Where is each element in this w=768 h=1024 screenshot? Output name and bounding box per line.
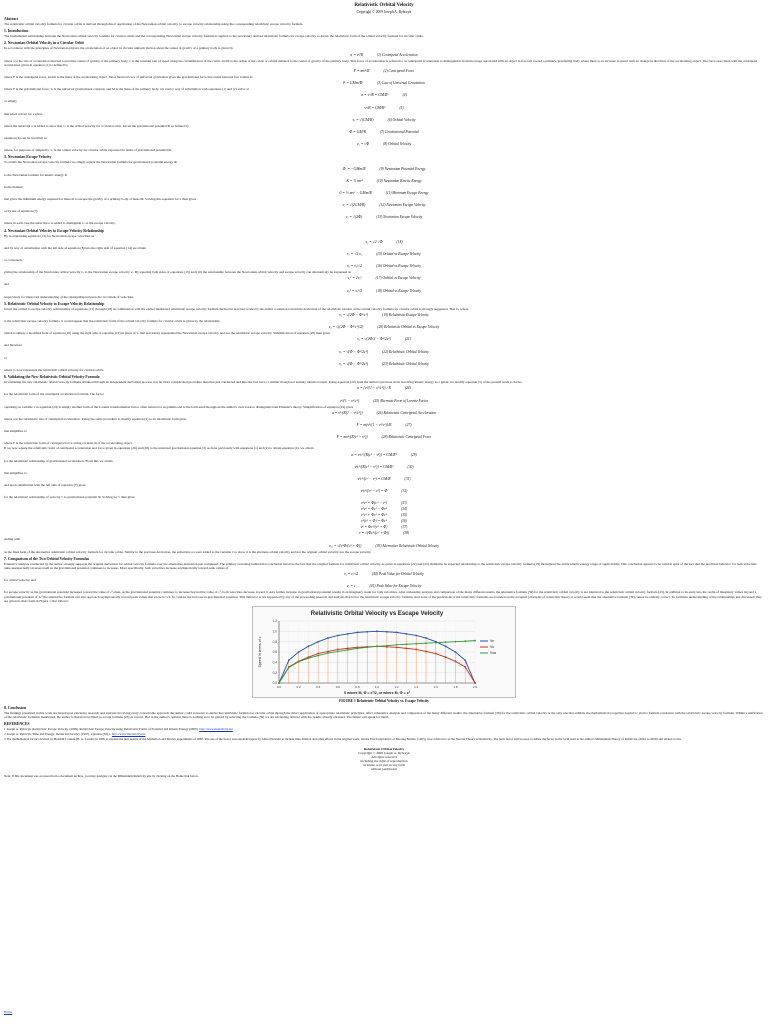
paragraph: In accordance with the principles of Newtonian physics the acceleration of an object in circular uniform motion about the center of gravity of a primary body is given by [4, 46, 233, 51]
paragraph: and upon substitution with the left side of equation (7) gives [4, 482, 86, 487]
equation-body: vₒ = vₑ/√2 [347, 264, 363, 269]
paragraph: where vₒ now represents the relativistic orbital velocity for circular orbits. [4, 367, 105, 372]
paragraph: that gives the minimum energy required for mass m to escape the gravity of a primary body of mass M. Solving this equation for v then gives [4, 197, 196, 202]
equation-body: vₑ = √2 √Φ [365, 239, 383, 244]
data-point-voa [317, 655, 319, 657]
equation [4, 399, 764, 403]
equation [4, 252, 764, 256]
footer-rights-3: in whole or in part in any form [363, 763, 405, 768]
equation [4, 362, 764, 366]
equation-body: vₑ = √(2GM/R) [342, 203, 366, 208]
equation-number: (38) [403, 531, 410, 536]
paragraph: and therefore [4, 343, 22, 348]
paragraph: as the final form of the alternative relativistic orbital velocity formula for circular orbits. Similar to the previous derivation, the subscripts oa were added to the variable v to show it is the alternate orbital velocity and not the original orbital velocity nor the escape velocity. [4, 549, 372, 554]
equation [4, 289, 764, 293]
paragraph: or conversely [4, 258, 23, 263]
equation [4, 167, 764, 171]
y-tick-label: 1.2 [272, 619, 277, 624]
equation-body: v²(c² + Φ) = Φc² [361, 519, 387, 524]
data-point-vo [445, 656, 447, 658]
section-heading: 5. Relativistic Orbital Velocity to Escape Velocity Relationship [4, 301, 105, 306]
equation [4, 203, 764, 207]
equation-number: (11) Minimum Escape Energy [385, 191, 429, 196]
equation-number: (32) [401, 489, 408, 494]
equation-number: (3) Law of Universal Gravitation [377, 81, 425, 86]
x-tick-label: 1.2 [394, 684, 399, 689]
data-point-voa [337, 651, 339, 653]
paragraph: where a is the rate of acceleration directed toward the center of gravity of the primary body, v is the constant rate of speed along the circumference of the circle, and R is the radius of the circle or orbital distance to the center of gravity of the primary body. This force of acceleration is referred to as centripetal acceleration to distinguish it from the usage associated with an object in free fall toward a primary, gravitating body where there is an increase in speed with no change in direction of the accelerating object. The force associated with the centripetal acceleration given in equation (1) is defined by [4, 58, 758, 67]
equation [4, 142, 764, 146]
equation-body: v²/(1 − v²/c²) [339, 398, 360, 403]
equation-number: (29) [410, 452, 417, 457]
equation-body: v²c²/(R(c² − v²)) = GM/R² [354, 464, 394, 469]
equation-body: a = v²c²/(R(c² − v²)) = GM/R² [351, 452, 397, 457]
data-point-voa [308, 657, 310, 659]
equation-body: vₑ² = 2vₒ² [347, 276, 362, 281]
equation [4, 215, 764, 219]
data-point-vo [337, 648, 339, 650]
equation-number: (9) Newtonian Potential Energy [379, 166, 426, 171]
equation [4, 453, 764, 457]
equation [4, 519, 764, 523]
data-point-vo [464, 666, 466, 668]
equation-body: vₑ = c [346, 584, 356, 589]
data-point-voa [298, 661, 300, 663]
paragraph: giving the relationship of the Newtonian orbital velocity vₒ to the Newtonian escape velocity vₑ. By squaring both sides of equations (15) and (16) the relationship between the Newtonian orbital velocity and escape velocity can alternatively be expressed as [4, 270, 351, 275]
data-point-voa [396, 644, 398, 646]
equation-number: (23) Relativistic Orbital Velocity [382, 361, 429, 366]
data-point-voa [474, 640, 476, 642]
data-point-vo [327, 651, 329, 653]
equation-body: vₒ = √(GM/R) [352, 117, 374, 122]
home-link[interactable]: Home [4, 1010, 13, 1014]
paragraph: where in each case the subscript e is added to distinguish vₑ as the escape velocity. [4, 221, 116, 226]
bottom-nav [4, 1010, 12, 1014]
equation-body: vₒ = √(Φ − Φ²/2c²) [339, 349, 369, 354]
data-point-voa [347, 649, 349, 651]
equation [4, 477, 764, 481]
data-point-voa [464, 640, 466, 642]
equation [4, 276, 764, 280]
equation [4, 544, 764, 548]
equation-number: (12) Newtonian Escape Velocity [379, 203, 426, 208]
x-tick-label: 1.0 [374, 684, 380, 689]
section-heading: 1. Introduction [4, 29, 29, 34]
x-tick-label: 1.6 [433, 684, 438, 689]
paragraph: and by way of substitution with the left side of equation (8) into the right side of equation (14) we obtain [4, 245, 147, 250]
paragraph: Given the orbital to escape velocity relationships of equations (15) through (18) in combination with the earlier mentioned relativistic escape velocity formula derived in previous works by the author a solution toward the derivation of the relativistic version of the orbital velocity formula for circular orbits is strongly suggested. That is, where [4, 306, 469, 311]
data-point-voa [425, 642, 427, 644]
paragraph: respectively for improved understanding of the relationship between the two kinds of velocities. [4, 294, 135, 299]
x-tick-label: 1.8 [453, 684, 458, 689]
data-point-voa [327, 652, 329, 654]
equation-number: (33) [400, 501, 407, 506]
data-point-vo [425, 651, 427, 653]
data-point-vo [435, 653, 437, 655]
equation-body: vₒ = c/√2 [344, 572, 359, 577]
equation-number: (20) Relativistic Orbital vs Escape Velocity [377, 325, 440, 330]
equation-body: F = m(v²/(1 − v²/c²))/R [356, 422, 392, 427]
equation-number: (5) [399, 105, 404, 110]
footer-rights-4: without permission [370, 767, 398, 772]
equation-number: (25) Alternate Form of Lorentz Factor [373, 398, 429, 403]
equation-number: (4) [402, 93, 407, 98]
archive-note: Note: If this document was accessed from a document archive, you may navigate via the Millennium Relativity site by clicking on the Home link below. [4, 774, 199, 779]
paragraph: for the relativistic relationship of velocity v to gravitational potential Φ. Solving for v then gives [4, 495, 135, 500]
equation-body: v²c²/(c² − v²) = GM/R [357, 476, 391, 481]
equation-number: (17) Orbital vs Escape Velocity [375, 276, 421, 281]
paragraph: In validating the new relativistic orbital velocity formula obtained through an independent derivation process it is far more complicated procedure than that just conducted and thus the fact led to a similar though not entirely identical result. Using equation (22) from the author's previous work involving kinetic energy as a guide, we modify equation (1) of the present work to derive [4, 380, 522, 385]
equation-number: (28) Relativistic Centripetal Force [381, 435, 432, 440]
equation [4, 325, 764, 329]
equation-body: v²c²/(c² − v²) = Φ [360, 489, 388, 494]
y-tick-label: 0.0 [272, 681, 277, 686]
paragraph: where the subscript o is added to show that vₒ is the orbital velocity for a circular orbit. Given the gravitational potential Φ as defined by [4, 123, 189, 128]
paragraph: where F is the centripetal force, and m is the mass of the accelerating object. Since Newton's law of universal gravitation gives the gravitational force that exists between two bodies as [4, 75, 253, 80]
data-point-voa [406, 643, 408, 645]
equation-number: (15) Orbital vs Escape Velocity [375, 252, 421, 257]
footer-title: Relativistic Orbital Velocity [363, 747, 405, 752]
equation [4, 525, 764, 529]
reference-text: 2 Joseph A. Rybczyk, Time and Energy, Inertia and Gravity (1997), equation (58) p. [4, 732, 112, 737]
y-tick-label: 0.6 [272, 650, 277, 655]
chart-svg [253, 607, 515, 697]
equation-body: v²/R = GM/R² [364, 105, 386, 110]
data-point-vo [396, 646, 398, 648]
equation [4, 572, 764, 576]
data-point-vo [317, 653, 319, 655]
data-point-vo [347, 647, 349, 649]
equation-number: (19) Relativistic Escape Velocity [382, 313, 429, 318]
section-heading: 4. Newtonian Orbital Velocity to Escape Velocity Relationship [4, 228, 104, 233]
x-tick-label: 0.2 [296, 684, 301, 689]
equation-body: vₒ = √((2Φ − Φ²/c²)/2) [328, 325, 364, 330]
equation-number: (2) Centripetal Force [383, 69, 415, 74]
equation [4, 130, 764, 134]
section-heading: 7. Comparison of the Two Orbital Velocity Formulas [4, 556, 90, 561]
reference-1 [4, 727, 764, 731]
equation [4, 423, 764, 427]
footer-rights: All rights reserved [371, 755, 397, 760]
paragraph: in the manner [4, 184, 23, 189]
paragraph: which is simply a modified form of equation (16) using the right side of equation (19) in place of vₑ that previously represented the Newtonian escape velocity and not the relativistic escape velocity. Simplification of equation (20) then gives [4, 331, 330, 336]
document [4, 2, 764, 779]
equation-number: (24) [404, 386, 411, 391]
paragraph: is the relativistic escape velocity formula, it would appear that the relativistic form of the orbital velocity formula for circular orbits is given by the relationship [4, 319, 220, 324]
equation [4, 53, 764, 57]
paragraph: or [4, 355, 7, 360]
reference-link[interactable]: http://www.mrelativity.net [199, 727, 233, 732]
x-tick-label: 2.0 [472, 684, 478, 689]
equation-number: (39) Alternative Relativistic Orbital Velocity [375, 543, 440, 548]
equation-body: vₑ = √2 vₒ [347, 252, 362, 257]
equation-body: F = mv²/R [353, 69, 370, 74]
x-tick-label: 1.4 [414, 684, 419, 689]
reference-2 [4, 732, 764, 736]
y-axis-label: Speed in terms of c [258, 636, 262, 668]
equation-number: (21) [404, 337, 411, 342]
x-tick-label: 0.8 [355, 684, 360, 689]
copyright: Copyright © 2009 Joseph A. Rybczyk [356, 10, 412, 14]
equation-number: (6) Orbital Velocity [387, 117, 416, 122]
paragraph: for escape velocity as the gravitational potential increases toward the value of c², then, as the gravitational potential continues to increase beyond the value of c², both velocities decrease toward 0. Any further increase in gravitational potential results in an imaginary result for both velocities. After exhaustive analysis and comparison of the many different results, the alternative formula (39) for the relativistic orbital velocity is not identical to the relativistic orbital velocity formula (23). In addition to its entry into the realm of imaginary values beyond a gravitational potential of 2c² the alternative formula can also approach asymptotically toward peak values that exceed c/√2. In contrast the increase in gravitational potential. This behavior is not supported by any of the proceeding research and analysis that led to the relativistic escape velocity formula. And none of the predictions of the relativistic formulas are founded on the accepted principles of relativistic theory, it would seem that the alternative formula (39) cannot be entirely correct. To facilitate understanding of the relationships just discussed, they are given in chart form in Figure 1 that follows: [4, 590, 762, 603]
x-tick-label: 0.0 [276, 684, 282, 689]
x-tick-label: 0.4 [316, 684, 321, 689]
equation-body: Φₑ = −GMm/R [342, 166, 366, 171]
data-point-voa [445, 641, 447, 643]
data-point-voa [435, 642, 437, 644]
equation-number: (35) [401, 513, 407, 518]
equation [4, 240, 764, 244]
data-point-vo [415, 648, 417, 650]
equation [4, 118, 764, 122]
data-point-voa [288, 667, 290, 669]
equation-body: v²c² = Φ(c² − v²) [361, 501, 387, 506]
equation [4, 507, 764, 511]
paragraph: ending with [4, 537, 21, 542]
equation-body: vₑ = √(2Φ) [345, 215, 363, 220]
paragraph: and [4, 282, 9, 287]
equation [4, 264, 764, 268]
equation-number: (18) Orbital vs Escape Velocity [376, 288, 422, 293]
paragraph: where a is the relativistic rate of centripetal acceleration. Using the same procedure to modify equation (2) to its relativistic form gives [4, 416, 187, 421]
legend-label: Ve [490, 639, 494, 644]
x-axis-label: 0 where M, Φ = c²/2, or where M, Φ = c² [344, 690, 410, 695]
equation-number: (7) Gravitational Potential [379, 130, 419, 135]
equation-number: (22) Relativistic Orbital Velocity [382, 349, 429, 354]
equation [4, 313, 764, 317]
chart-title: Relativistic Orbital Velocity vs Escape Velocity [310, 610, 444, 617]
data-point-vo [406, 647, 408, 649]
equation [4, 501, 764, 505]
section-heading: 2. Newtonian Orbital Velocity in a Circular Orbit [4, 41, 84, 46]
equation-body: vₒ = √Φ [356, 142, 370, 147]
equation-number: (30) [407, 464, 414, 469]
equation-number: (37) [401, 525, 408, 530]
paragraph: The fundamental relationship between the Newtonian orbital velocity formula for circular orbits and the corresponding Newtonian escape velocity formula is applied to the previously derived relativistic formula for escape velocity to derive the relativistic form of the orbital velocity formula for circular orbits. [4, 34, 424, 39]
data-point-vo [474, 682, 476, 684]
equation-body: v = √(Φc²/(c² + Φ)) [358, 531, 390, 536]
equation [4, 489, 764, 493]
equation-body: Φ = GM/R [349, 130, 366, 135]
figure-1-chart [252, 606, 516, 698]
abstract-heading: Abstract [4, 17, 19, 21]
paragraph: or simply [4, 99, 17, 104]
paragraph: By re-expressing equation (13) for Newtonian escape velocities as [4, 233, 95, 238]
paragraph: operating on variable v in equation (24) is simply another form of the Lorentz transformation factor often referred to as gamma and is the form used throughout the author's own work to distinguish from Einstein's theory. Simplification of equation (24) gives [4, 404, 354, 409]
figure-caption: FIGURE 1 Relativistic Orbital Velocity vs. Escape Velocity [339, 698, 429, 703]
equation-number: (34) [401, 507, 407, 512]
references-heading: REFERENCES [4, 722, 30, 727]
data-point-voa [386, 645, 388, 647]
reference-3: 3 The mathematical factors devised by Hendrik Lorentz (H. A. Lorentz in 1895 to explain the null results of the Michelson and Morley experiments of 1887. The use of the factor was expanded upon by Albert Einstein to include time dilation and other effects in his original work, On the Electrodynamics of Moving Bodies, (1905), now referred to as the Special Theory of Relativity. The term factor will be used to define the factor in the form used in the author's Millennium Theory of Relativity, (2001 to 2009) and related works. [4, 737, 682, 742]
paragraph: If we now equate the relativistic form of centripetal acceleration and force given in equations (26) and (28) to the universal gravitational equation (3) as done previously with equations (1) and (2) to obtain equation (4), we obtain [4, 446, 314, 451]
paragraph: where F is the gravitational force, G is the universal gravitational constant, and M is the mass of the primary body, we can by way of substitution with equations (1) and (2) arrive at [4, 87, 249, 92]
section-heading: 8. Conclusion [4, 705, 26, 710]
equation-number: (1) Centripetal Acceleration [376, 52, 418, 57]
y-tick-label: 0.2 [272, 670, 277, 675]
equation-body: vₑ = √(2Φ − Φ²/c²) [339, 313, 369, 318]
equation-number: (10) Newtonian Kinetic Energy [376, 178, 422, 183]
paragraph: that when solved for v gives [4, 111, 43, 116]
equation-body: a = (v²/(1 − v²/c²)) / R [357, 386, 391, 391]
equation-body: vₒ = √(Φ − Φ²/2c²) [339, 361, 369, 366]
equation [4, 337, 764, 341]
equation-body: F = mv²/(R(c² − v²)) [336, 435, 368, 440]
equation-number: (13) Newtonian Escape Velocity [376, 215, 423, 220]
equation [4, 386, 764, 390]
footer-copyright: Copyright © 2009 Joseph A. Rybczyk [358, 751, 410, 756]
paragraph: The findings presented in this work are based upon extensive research and analysis involving every conceivable approach the author could conceive to derive the relativistic formula for circular orbits through the direct application of appropriate relativistic principles. After exhaustive analysis and comparison of the many different results, the alternative formula (39) for the relativistic orbital velocity is the only one that exhibits the mathematical properties needed to yield a formula consistent with the relativistic escape velocity formula. Within a unification of the relativistic formulas mentioned, the author is therefore inclined to accept formula (23) as correct. But in the author's opinion there is nothing as to be gained by selecting the formula (39) we are advancing derived with the results already obtained. The future will speak for itself. [4, 710, 763, 720]
equation [4, 411, 764, 415]
footer-rights-2: including the right of reproduction [360, 759, 408, 764]
equation [4, 81, 764, 85]
data-point-voa [278, 682, 280, 684]
reference-text: 1 Joseph A. Rybczyk, Relativistic Escape Velocity, (2009), Relativistic Escape Velocity using Relativistic Forms of Potential and Kinetic Energy (2009), [4, 727, 199, 732]
data-point-voa [455, 641, 457, 643]
y-tick-label: 0.8 [272, 639, 277, 644]
equation-body: v²c² + Φv² = Φc² [361, 513, 387, 518]
legend-label: Vo [490, 645, 494, 650]
equation-number: (40) Peak Value for Orbital Velocity [372, 572, 424, 577]
reference-link[interactable]: http://www.mrelativity.net [111, 732, 146, 737]
equation [4, 106, 764, 110]
equation-number: (26) Relativistic Centripetal Acceleration [376, 410, 437, 415]
equation-number: (27) [405, 422, 412, 427]
equation-number: (41) Peak Value for Escape Velocity [369, 584, 422, 589]
data-point-voa [366, 646, 368, 648]
y-tick-label: 0.4 [272, 660, 277, 665]
section-heading: 6. Validating the New Relativistic Orbital Velocity Formula [4, 375, 100, 380]
paragraph: that simplifies to [4, 428, 27, 433]
paragraph: for the relativistic relationship of gravitational acceleration. From this we obtain [4, 458, 113, 463]
equation-body: K = ½ mv² [346, 178, 363, 183]
equation-body: 0 = ½ mv² − GMm/R [339, 191, 372, 196]
equation-body: v² = Φc²/(c² + Φ) [360, 525, 388, 530]
equation-body: F = GMm/R² [343, 81, 364, 86]
equation-body: vₒ² = vₑ²/2 [346, 288, 363, 293]
paragraph: to the Newtonian formula for kinetic energy K [4, 172, 68, 177]
equation [4, 435, 764, 439]
legend-label: Voa [490, 651, 496, 656]
section-heading: 3. Newtonian Escape Velocity [4, 155, 52, 160]
paragraph: where, for purposes of simplicity, vₒ is the orbital velocity for circular orbits expressed in terms of gravitational potential Φ. [4, 148, 172, 153]
equation-number: (14) [396, 239, 403, 244]
data-point-voa [376, 645, 378, 647]
equation-body: v²c² = Φc² − Φv² [361, 507, 387, 512]
data-point-voa [357, 647, 359, 649]
paragraph: To obtain the Newtonian escape velocity formula we simply equate the Newtonian formula for gravitational potential energy Φₑ [4, 160, 178, 165]
equation [4, 513, 764, 517]
equation-body: vₒ = √(2Φ/2 − Φ²/2c²) [357, 337, 391, 342]
equation [4, 69, 764, 73]
equation-body: vₒₐ = √(c²Φ/(c² + Φ)) [328, 543, 362, 548]
paragraph: for orbital velocity, and [4, 578, 36, 583]
equation-number: (16) Orbital vs Escape Velocity [376, 264, 421, 269]
footer [4, 747, 764, 771]
paragraph: equation (6) can be rewritten as [4, 136, 47, 141]
equation-number: (36) [400, 519, 407, 524]
x-tick-label: 0.6 [335, 684, 340, 689]
paragraph: Extensive analysis conducted by the author strongly supports the original derivation for orbital velocity formula over the alternative derivation just completed. The primary reasoning behind that conclusion involves the fact that the original formula for relativistic orbital velocity as given in equations (22) and (23) maintains its expected relationship to the relativistic escape velocity formula (19) throughout the entire kinetic energy range of applicability. This conclusion appears to be valid in spite of the fact that the predicted behavior for both velocities quite unexpectedly reverses itself as the gravitational potential continues to increase. More specifically, both velocities increase asymptotically toward peak values of [4, 561, 757, 570]
paragraph: or by use of equation (7) [4, 209, 38, 214]
data-point-voa [415, 643, 417, 645]
document-title: Relativistic Orbital Velocity [354, 3, 414, 8]
y-tick-label: 1.0 [272, 629, 277, 634]
equation [4, 350, 764, 354]
equation [4, 584, 764, 588]
paragraph: for the relativistic form of the centripetal acceleration formula. The factor [4, 392, 104, 397]
paragraph: where F is the relativistic form of centripetal force acting on mass m of the accelerating object. [4, 441, 133, 446]
paragraph: that simplifies to [4, 470, 27, 475]
equation-body: a = v²/R [350, 52, 363, 57]
equation [4, 93, 764, 97]
data-point-vo [455, 660, 457, 662]
abstract-text: The relativistic orbital velocity formula for circular orbits is derived through direct application of the Newtonian orbital velocity, to escape velocity relationship using the corresponding relativistic escape velocity formula. [4, 22, 304, 26]
equation-number: (31) [404, 476, 411, 481]
equation-number: (8) Orbital Velocity [383, 142, 412, 147]
equation [4, 531, 764, 535]
equation-body: a = v²/(R(1 − v²/c²)) [331, 410, 363, 415]
equation [4, 179, 764, 183]
equation-body: a = v²/R = GM/R² [361, 93, 389, 98]
equation [4, 191, 764, 195]
equation [4, 465, 764, 469]
